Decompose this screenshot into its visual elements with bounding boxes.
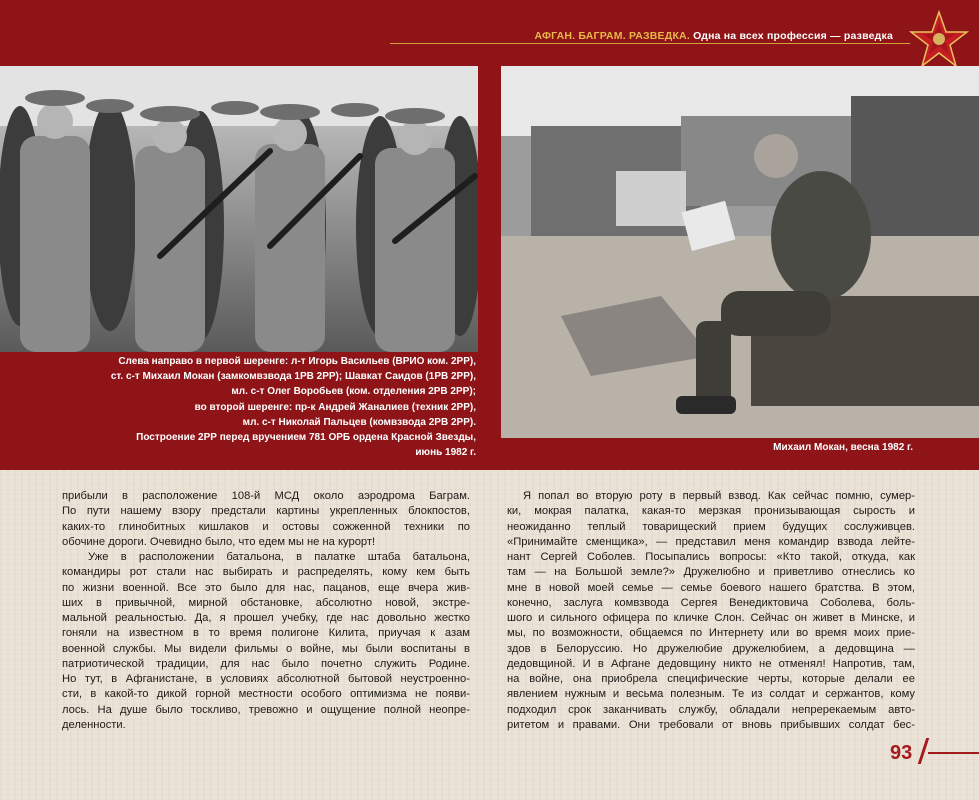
caption-line: июнь 1982 г. xyxy=(415,447,476,459)
text-line: прибыли в расположение 108-й МСД около аэродрома Баграм. xyxy=(62,490,470,502)
text-line: деленности. xyxy=(62,718,126,731)
header-rule xyxy=(390,43,910,44)
text-column-right xyxy=(507,489,915,733)
text-line: по жизни военной. Все это было для нас, пацанов, еще вчера жив- xyxy=(62,581,470,594)
text-line: ритетом и правами. Они требовали от вновь прибывших солдат бес- xyxy=(507,718,915,731)
header-section: АФГАН. БАГРАМ. РАЗВЕДКА. xyxy=(534,30,690,42)
red-star-emblem xyxy=(909,10,969,68)
page-number-rule xyxy=(928,752,979,754)
right-photo-caption: Михаил Мокан, весна 1982 г. xyxy=(773,442,913,453)
text-line: каких-то глинобитных кишлаков и остовы сожженной техники по xyxy=(62,520,470,533)
text-line: ки, мокрая палатка, какая-то мерзкая пронизывающая сырость и xyxy=(507,505,915,518)
caption-line: ст. с-т Михаил Мокан (замкомвзвода 1РВ 2РР); Шавкат Саидов (1РВ 2РР), xyxy=(110,371,476,383)
caption-line: мл. с-т Олег Воробьев (ком. отделения 2РВ 2РР); xyxy=(231,386,476,398)
text-line: дедовщиной. И в Афгане дедовщину никто не отменял! Напротив, там, xyxy=(507,657,915,670)
text-line: Я попал во вторую роту в первый взвод. Как сейчас помню, сумер- xyxy=(523,490,915,502)
text-line: подходил срок заканчивать службу, обладали непререкаемым авто- xyxy=(507,703,915,716)
text-line: обочине дороги. Очевидно было, что едем мы не на курорт! xyxy=(62,535,376,548)
caption-line: во второй шеренге: пр-к Андрей Жаналиев (техник 2РР), xyxy=(194,401,476,413)
text-line: неожиданно теплый товарищеский прием будущих сослуживцев. xyxy=(507,520,915,533)
header-subtitle: Одна на всех профессия — разведка xyxy=(693,30,893,42)
caption-line: мл. с-т Николай Пальцев (комвзвода 2РВ 2РР). xyxy=(242,416,476,428)
text-line: сти, в какой-то дикой горной местности особого оптимизма не появи- xyxy=(62,688,470,701)
left-photo-caption xyxy=(40,354,476,460)
caption-line: Слева направо в первой шеренге: л-т Игорь Васильев (ВРИО ком. 2РР), xyxy=(118,356,476,367)
text-line: военной службы. Мы видели фильмы о войне, мы были воспитаны в xyxy=(62,642,470,655)
text-line: конечно, заслуга комвзвода Сергея Венедиктовича Соболева, боль- xyxy=(507,596,915,609)
photo-soldier-reading xyxy=(501,66,979,438)
text-line: патриотической традиции, для нас было почетно служить Родине. xyxy=(62,657,470,670)
text-line: Но тут, в Афганистане, в условиях абсолютной бытовой неустроенно- xyxy=(62,673,470,685)
text-line: ших в привычной, мирной обстановке, абсолютно новой, экстре- xyxy=(62,596,470,609)
text-line: там — на Большой земле?» Дружелюбно и приветливо отнеслись ко xyxy=(507,566,915,579)
text-line: шого и сильного офицера по кличке Слон. Сейчас он живет в Минске, и xyxy=(507,612,915,624)
text-line: здов в Белоруссию. Но дружелюбие дружелюбием, а дедовщина — xyxy=(507,642,915,655)
text-line: командиры рот стали нас выбирать и распределять, кому кем быть xyxy=(62,566,470,579)
text-line: «Принимайте сменщика», — представил меня командир взвода лейте- xyxy=(507,535,915,548)
text-line: мальной реальностью. Да, я прошел учебку, где нас довольно жестко xyxy=(62,612,470,624)
photo-soldiers-formation xyxy=(0,66,478,352)
text-line: явлением нужным и весьма полезным. Те из солдат и сержантов, кому xyxy=(507,688,915,701)
running-header xyxy=(534,30,893,42)
text-line: По пути нашему взору предстали картины укрепленных блокпостов, xyxy=(62,505,470,518)
text-line: Уже в расположении батальона, в палатке штаба батальона, xyxy=(88,551,470,563)
text-line: на войне, она приобрела специфические черты, которые делали ее xyxy=(507,673,915,685)
caption-line: Построение 2РР перед вручением 781 ОРБ ордена Красной Звезды, xyxy=(136,432,476,444)
text-line: лось. На душе было тоскливо, тревожно и ощущение полной неопре- xyxy=(62,703,470,716)
page-number: 93 xyxy=(890,742,913,764)
text-line: мы, по возможности, общаемся по Интернету или во время моих прие- xyxy=(507,627,915,640)
text-column-left xyxy=(62,489,470,733)
text-line: гоняли на известном в то время полигоне Килита, приучая к азам xyxy=(62,627,470,640)
text-line: нант Сергей Соболев. Посыпались вопросы: «Кто такой, откуда, как xyxy=(507,551,915,563)
text-line: мне в новой моей семье — семье боевого нашего братства. В этом, xyxy=(507,581,915,594)
